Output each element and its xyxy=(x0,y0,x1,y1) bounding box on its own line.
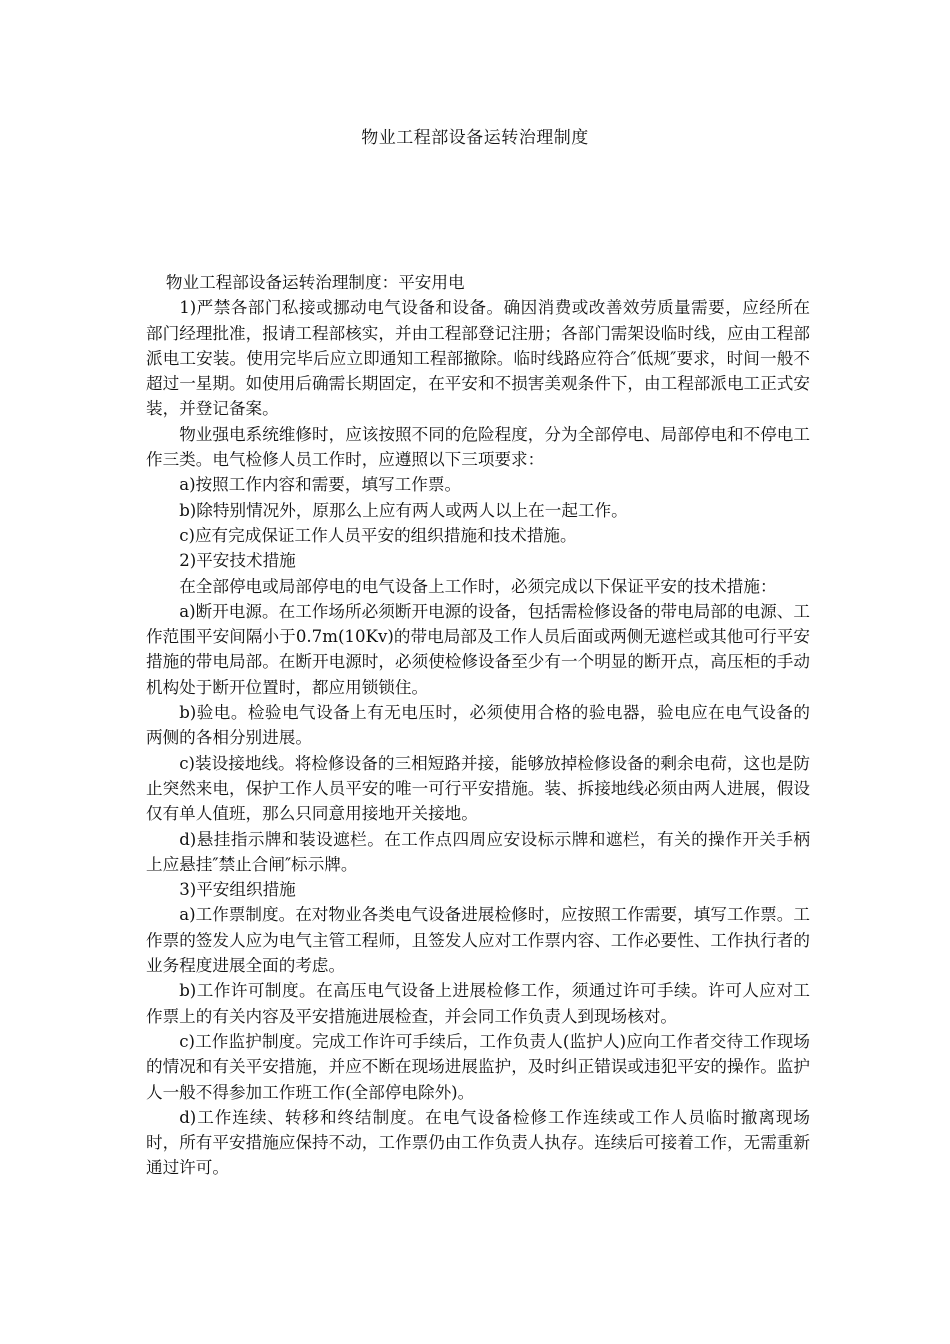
section-heading: 物业工程部设备运转治理制度：平安用电 xyxy=(165,273,465,292)
subsection-heading: 3)平安组织措施 xyxy=(179,880,296,900)
paragraph: 在全部停电或局部停电的电气设备上工作时，必须完成以下保证平安的技术措施： xyxy=(179,576,777,596)
list-item: b)验电。检验电气设备上有无电压时，必须使用合格的验电器，验电应在电气设备的两侧的各相分别进展。 xyxy=(146,703,810,748)
paragraph: 1)严禁各部门私接或挪动电气设备和设备。确因消费或改善效劳质量需要，应经所在部门经理批准，报请工程部核实，并由工程部登记注册；各部门需架设临时线，应由工程部派电工安装。使用完毕后应立即通知工程部撤除。临时线路应符合″低规″要求，时间一般不超过一星期。如使用后确需长期固定，在平安和不损害美观条件下，由工程部派电工正式安装，并登记备案。 xyxy=(146,298,810,419)
document-body xyxy=(146,270,810,1181)
list-item: b)除特别情况外，原那么上应有两人或两人以上在一起工作。 xyxy=(179,500,628,520)
list-item: c)装设接地线。将检修设备的三相短路并接，能够放掉检修设备的剩余电荷，这也是防止突然来电，保护工作人员平安的唯一可行平安措施。装、拆接地线必须由两人进展，假设仅有单人值班，那么只同意用接地开关接地。 xyxy=(146,753,810,824)
list-item: a)按照工作内容和需要，填写工作票。 xyxy=(179,475,462,495)
list-item: d)工作连续、转移和终结制度。在电气设备检修工作连续或工作人员临时撤离现场时，所有平安措施应保持不动，工作票仍由工作负责人执存。连续后可接着工作，无需重新通过许可。 xyxy=(146,1107,810,1178)
list-item: b)工作许可制度。在高压电气设备上进展检修工作，须通过许可手续。许可人应对工作票上的有关内容及平安措施进展检查，并会同工作负责人到现场核对。 xyxy=(146,981,810,1026)
list-item: d)悬挂指示牌和装设遮栏。在工作点四周应安设标示牌和遮栏，有关的操作开关手柄上应悬挂″禁止合闸″标示牌。 xyxy=(146,829,810,874)
list-item: c)应有完成保证工作人员平安的组织措施和技术措施。 xyxy=(179,525,577,545)
subsection-heading: 2)平安技术措施 xyxy=(179,551,296,571)
document-title: 物业工程部设备运转治理制度 xyxy=(361,128,589,148)
paragraph: 物业强电系统维修时，应该按照不同的危险程度，分为全部停电、局部停电和不停电工作三类。电气检修人员工作时，应遵照以下三项要求： xyxy=(146,424,810,470)
list-item: a)断开电源。在工作场所必须断开电源的设备，包括需检修设备的带电局部的电源、工作范围平安间隔小于0.7m(10Kv)的带电局部及工作人员后面或两侧无遮栏或其他可行平安措施的带电局部。在断开电源时，必须使检修设备至少有一个明显的断开点，高压柜的手动机构处于断开位置时，都应用锁锁住。 xyxy=(146,601,810,697)
list-item: a)工作票制度。在对物业各类电气设备进展检修时，应按照工作需要，填写工作票。工作票的签发人应为电气主管工程师，且签发人应对工作票内容、工作必要性、工作执行者的业务程度进展全面的考虑。 xyxy=(146,905,810,976)
list-item: c)工作监护制度。完成工作许可手续后，工作负责人(监护人)应向工作者交待工作现场的情况和有关平安措施，并应不断在现场进展监护，及时纠正错误或违犯平安的操作。监护人一般不得参加工作班工作(全部停电除外)。 xyxy=(146,1031,810,1102)
